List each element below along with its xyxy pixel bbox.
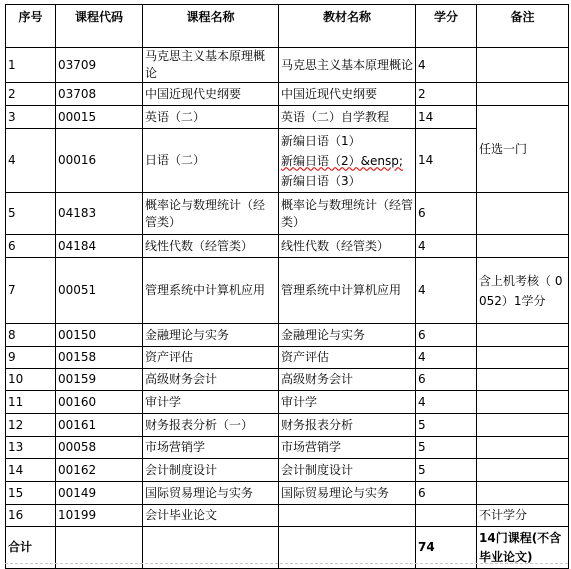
table-row <box>6 83 569 106</box>
cell-credits: 5 <box>416 414 477 437</box>
cell-index: 2 <box>6 83 56 106</box>
cell-credits: 5 <box>416 437 477 459</box>
cell-credits: 14 <box>416 129 477 193</box>
page-bottom-rule <box>5 563 568 564</box>
cell-remark <box>477 437 569 459</box>
cell-name: 会计制度设计 <box>143 459 279 482</box>
cell-code: 00158 <box>56 347 143 369</box>
cell-code: 04184 <box>56 235 143 258</box>
table-row <box>6 347 569 369</box>
cell-textbook: 会计制度设计 <box>279 459 416 482</box>
cell-index: 13 <box>6 437 56 459</box>
table-row <box>6 324 569 347</box>
header-index: 序号 <box>6 5 56 48</box>
cell-remark: 不计学分 <box>477 505 569 527</box>
cell-code: 00161 <box>56 414 143 437</box>
table-row <box>6 258 569 324</box>
textbook-line: 新编日语（1） <box>281 133 361 148</box>
cell-code: 00015 <box>56 106 143 129</box>
table-row <box>6 48 569 83</box>
cell-code: 00150 <box>56 324 143 347</box>
cell-code: 10199 <box>56 505 143 527</box>
cell-textbook: 财务报表分析 <box>279 414 416 437</box>
table-row <box>6 369 569 391</box>
total-label: 合计 <box>6 527 56 569</box>
textbook-line: 新编日语（3） <box>281 173 361 188</box>
cell-name: 概率论与数理统计（经管类） <box>143 193 279 235</box>
cell-credits: 2 <box>416 83 477 106</box>
cell-credits: 6 <box>416 324 477 347</box>
cell-index: 14 <box>6 459 56 482</box>
cell-remark <box>477 324 569 347</box>
cell-credits: 5 <box>416 459 477 482</box>
cell-remark <box>477 347 569 369</box>
cell-code: 00051 <box>56 258 143 324</box>
cell-remark: 含上机考核（ 0052）1学分 <box>477 258 569 324</box>
table-row <box>6 391 569 414</box>
cell-remark-choose-one: 任选一门 <box>477 106 569 193</box>
table-row <box>6 437 569 459</box>
cell-index: 16 <box>6 505 56 527</box>
cell-name: 市场营销学 <box>143 437 279 459</box>
cell-index: 10 <box>6 369 56 391</box>
cell-remark <box>477 414 569 437</box>
cell-textbook: 国际贸易理论与实务 <box>279 482 416 505</box>
cell-textbook: 线性代数（经管类） <box>279 235 416 258</box>
header-credits: 学分 <box>416 5 477 48</box>
cell-textbook: 概率论与数理统计（经管类） <box>279 193 416 235</box>
cell-name: 管理系统中计算机应用 <box>143 258 279 324</box>
table-row <box>6 505 569 527</box>
table-row <box>6 193 569 235</box>
cell-name: 资产评估 <box>143 347 279 369</box>
header-code: 课程代码 <box>56 5 143 48</box>
cell-name: 英语（二） <box>143 106 279 129</box>
cell-textbook: 审计学 <box>279 391 416 414</box>
textbook-line: 新编日语（2）&ensp; <box>281 153 403 168</box>
cell-code: 00149 <box>56 482 143 505</box>
table-row <box>6 482 569 505</box>
cell-code: 04183 <box>56 193 143 235</box>
cell-code: 00058 <box>56 437 143 459</box>
cell-textbook: 资产评估 <box>279 347 416 369</box>
cell-remark <box>477 459 569 482</box>
cell-name: 马克思主义基本原理概论 <box>143 48 279 83</box>
cell-textbook: 金融理论与实务 <box>279 324 416 347</box>
cell-name: 审计学 <box>143 391 279 414</box>
cell-textbook: 马克思主义基本原理概论 <box>279 48 416 83</box>
cell-name: 国际贸易理论与实务 <box>143 482 279 505</box>
cell-name: 日语（二） <box>143 129 279 193</box>
cell-index: 1 <box>6 48 56 83</box>
table-row <box>6 235 569 258</box>
cell-code: 00160 <box>56 391 143 414</box>
cell-index: 4 <box>6 129 56 193</box>
cell-index: 11 <box>6 391 56 414</box>
cell-code: 03708 <box>56 83 143 106</box>
cell-credits: 6 <box>416 369 477 391</box>
cell-textbook <box>279 505 416 527</box>
cell-remark <box>477 235 569 258</box>
total-credits: 74 <box>416 527 477 569</box>
header-remarks: 备注 <box>477 5 569 48</box>
table-row <box>6 106 569 129</box>
cell-code: 03709 <box>56 48 143 83</box>
table-row <box>6 459 569 482</box>
cell-name: 会计毕业论文 <box>143 505 279 527</box>
header-name: 课程名称 <box>143 5 279 48</box>
header-textbook: 教材名称 <box>279 5 416 48</box>
total-remark: 14门课程(不含毕业论文) <box>477 527 569 569</box>
cell-index: 15 <box>6 482 56 505</box>
cell-credits: 4 <box>416 347 477 369</box>
cell-code: 00162 <box>56 459 143 482</box>
cell-index: 7 <box>6 258 56 324</box>
cell-textbook <box>279 129 416 193</box>
cell-credits: 4 <box>416 235 477 258</box>
cell-textbook: 中国近现代史纲要 <box>279 83 416 106</box>
cell-name: 中国近现代史纲要 <box>143 83 279 106</box>
cell-credits: 6 <box>416 482 477 505</box>
cell-credits <box>416 505 477 527</box>
cell-index: 8 <box>6 324 56 347</box>
cell-remark <box>477 48 569 83</box>
cell-textbook: 英语（二）自学教程 <box>279 106 416 129</box>
cell-name: 线性代数（经管类） <box>143 235 279 258</box>
cell-credits: 14 <box>416 106 477 129</box>
cell-remark <box>477 391 569 414</box>
cell-textbook: 市场营销学 <box>279 437 416 459</box>
cell-credits: 4 <box>416 391 477 414</box>
cell-remark <box>477 369 569 391</box>
cell-index: 9 <box>6 347 56 369</box>
cell-textbook: 管理系统中计算机应用 <box>279 258 416 324</box>
cell-index: 5 <box>6 193 56 235</box>
cell-code: 00016 <box>56 129 143 193</box>
cell-remark <box>477 83 569 106</box>
cell-credits: 4 <box>416 258 477 324</box>
cell-index: 3 <box>6 106 56 129</box>
cell-credits: 4 <box>416 48 477 83</box>
cell-index: 6 <box>6 235 56 258</box>
cell-name: 高级财务会计 <box>143 369 279 391</box>
cell-code: 00159 <box>56 369 143 391</box>
cell-textbook: 高级财务会计 <box>279 369 416 391</box>
table-row <box>6 414 569 437</box>
cell-name: 财务报表分析（一） <box>143 414 279 437</box>
cell-remark <box>477 482 569 505</box>
cell-remark <box>477 193 569 235</box>
cell-name: 金融理论与实务 <box>143 324 279 347</box>
header-row <box>6 5 569 48</box>
cell-index: 12 <box>6 414 56 437</box>
course-table <box>5 4 569 569</box>
cell-credits: 6 <box>416 193 477 235</box>
